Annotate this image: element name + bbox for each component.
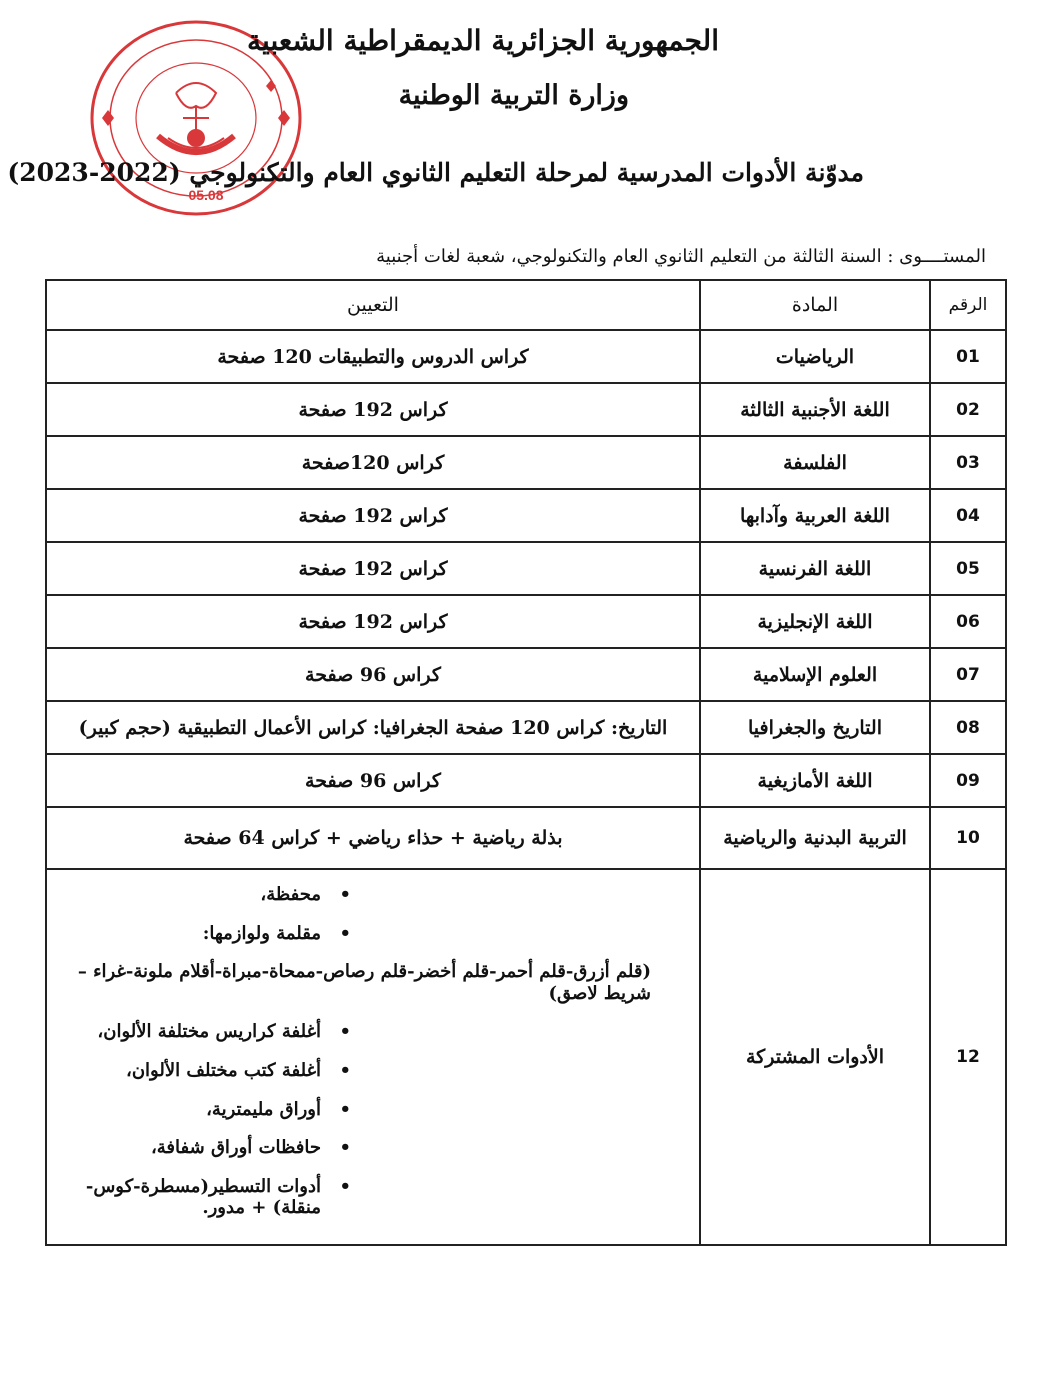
table-row: [46, 489, 1006, 542]
row-subject: التاريخ والجغرافيا: [700, 701, 930, 754]
table-row: [46, 330, 1006, 383]
list-item: • أغلفة كتب مختلف الألوان،: [65, 1060, 651, 1082]
table-row: [46, 701, 1006, 754]
table-row: [46, 595, 1006, 648]
row-spec: كراس 192 صفحة: [46, 489, 700, 542]
row-spec: كراس 120صفحة: [46, 436, 700, 489]
table-row: [46, 648, 1006, 701]
row-num: 04: [930, 489, 1006, 542]
row-spec: كراس 192 صفحة: [46, 383, 700, 436]
table-row: [46, 754, 1006, 807]
row-spec: بذلة رياضية + حذاء رياضي + كراس 64 صفحة: [46, 807, 700, 869]
supplies-table: [45, 279, 1007, 1246]
row-num: 09: [930, 754, 1006, 807]
row-subject: اللغة الأمازيغية: [700, 754, 930, 807]
row-subject: الرياضيات: [700, 330, 930, 383]
row-spec: كراس 192 صفحة: [46, 542, 700, 595]
table-header-row: [46, 280, 1006, 330]
table-row: [46, 436, 1006, 489]
row-num: 08: [930, 701, 1006, 754]
shared-items-list: [55, 870, 691, 1244]
stamp-number: 05.08: [188, 187, 224, 203]
table-row: [46, 542, 1006, 595]
shared-supplies-row: [46, 869, 1006, 1245]
row-spec: كراس 192 صفحة: [46, 595, 700, 648]
list-item: • أوراق مليمترية،: [65, 1099, 651, 1121]
republic-title: الجمهورية الجزائرية الديمقراطية الشعبية: [246, 24, 719, 57]
row-subject: التربية البدنية والرياضية: [700, 807, 930, 869]
level-line: المستــــوى : السنة الثالثة من التعليم الثانوي العام والتكنولوجي، شعبة لغات أجنبية: [376, 246, 986, 267]
shared-items-cell: [46, 869, 700, 1245]
row-subject: الأدوات المشتركة: [700, 869, 930, 1245]
document-title: مدوّنة الأدوات المدرسية لمرحلة التعليم الثانوي العام والتكنولوجي (2022-2023): [7, 158, 864, 187]
list-item: • أغلفة كراريس مختلفة الألوان،: [65, 1021, 651, 1043]
list-item: • أدوات التسطير(مسطرة-كوس-منقلة) + مدور.: [65, 1176, 651, 1219]
table-row: [46, 807, 1006, 869]
row-num: 05: [930, 542, 1006, 595]
header-subject: المادة: [700, 280, 930, 330]
row-num: 01: [930, 330, 1006, 383]
ministry-title: وزارة التربية الوطنية: [398, 80, 629, 111]
row-subject: الفلسفة: [700, 436, 930, 489]
row-subject: العلوم الإسلامية: [700, 648, 930, 701]
row-subject: اللغة الإنجليزية: [700, 595, 930, 648]
list-item: (قلم أزرق-قلم أحمر-قلم أخضر-قلم رصاص-ممحاة-مبراة-أقلام ملونة-غراء –شريط لاصق): [77, 961, 651, 1004]
list-item: • حافظات أوراق شفافة،: [65, 1137, 651, 1159]
header-spec: التعيين: [46, 280, 700, 330]
row-num: 02: [930, 383, 1006, 436]
row-num: 12: [930, 869, 1006, 1245]
row-subject: اللغة العربية وآدابها: [700, 489, 930, 542]
list-item: • محفظة،: [65, 884, 651, 906]
row-spec: كراس 96 صفحة: [46, 648, 700, 701]
list-item: • مقلمة ولوازمها:: [65, 923, 651, 945]
row-subject: اللغة الفرنسية: [700, 542, 930, 595]
row-num: 06: [930, 595, 1006, 648]
row-spec: كراس 96 صفحة: [46, 754, 700, 807]
row-spec: التاريخ: كراس 120 صفحة الجغرافيا: كراس الأعمال التطبيقية (حجم كبير): [46, 701, 700, 754]
row-subject: اللغة الأجنبية الثالثة: [700, 383, 930, 436]
header-num: الرقم: [930, 280, 1006, 330]
row-num: 03: [930, 436, 1006, 489]
row-num: 10: [930, 807, 1006, 869]
table-row: [46, 383, 1006, 436]
row-num: 07: [930, 648, 1006, 701]
row-spec: كراس الدروس والتطبيقات 120 صفحة: [46, 330, 700, 383]
